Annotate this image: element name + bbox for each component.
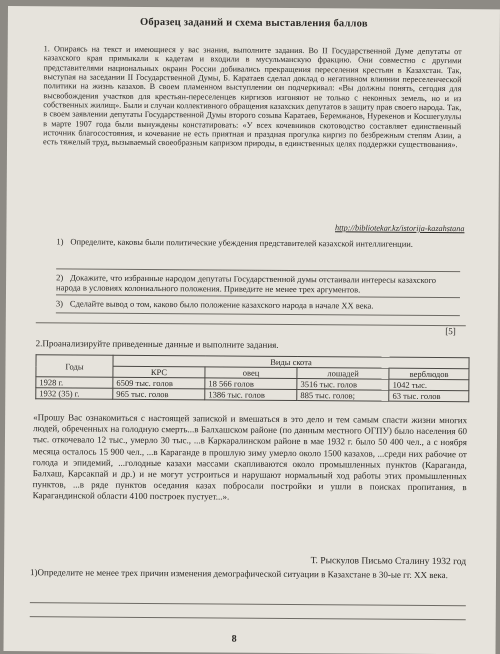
answer-line[interactable]	[30, 602, 466, 606]
table-cell: 1042 тыс.	[389, 379, 469, 391]
table-cell: 885 тыс. голов;	[297, 390, 389, 402]
worksheet-page	[3, 6, 499, 654]
table-cell: 3516 тыс. голов	[297, 379, 389, 391]
task1-text: 1. Опираясь на текст и имеющиеся у вас знания, выполните задания. Во II Государственной Думе депутаты от казахского края примыкали к кадетам и входили в мусульманскую фракцию. Они совместно с другими представителями национальных окраин России добивались прекращения переселения крестьян в Казахстан. Так, выступая на заседании II Государственной Думы, Б. Каратаев сделал доклад о негативном влиянии переселенческой политики на жизнь казахов. В своем пламенном выступлении он подчеркивал: «Вы должны понять, сегодня для высвобождения участков для крестьян-переселенцев киргизов изгоняют не только с неконных земель, но и из собственных жилищ». Были и случаи коллективного обращения казахских депутатов в защиту прав своего народа. Так, в своем заявлении депутаты Государственной Думы второго созыва Каратаев, Беремжанов, Нурекенов и Косшегулулы в марте 1907 года были вынуждены констатировать: «У всех кочевников скотоводство составляет единственный источник благосостояния, и кочевание не есть приятная и праздная прогулка киргиз по безбрежным степям Азии, а есть тяжелый труд, вызываемый своеобразным капризом природы, в единственных целях поддержки существования».	[43, 44, 462, 150]
table-cell: 1932 (35) г.	[36, 388, 113, 400]
column-header: овец	[205, 367, 297, 379]
page-title: Образец заданий и схема выставления баллов	[140, 16, 368, 30]
livestock-table	[35, 354, 469, 402]
source-link[interactable]: http://bibliotekar.kz/istorija-kazahstana	[335, 223, 465, 234]
question-number: 3)	[55, 298, 64, 309]
task1-question-1	[56, 236, 456, 249]
years-header: Годы	[36, 355, 113, 378]
answer-line[interactable]	[56, 294, 460, 298]
task1-question-2	[56, 272, 456, 295]
answer-line[interactable]	[30, 616, 466, 620]
question-number: 1)	[56, 236, 64, 247]
livestock-group-header: Виды скота	[113, 355, 469, 368]
stalin-letter-quote: «Прошу Вас ознакомиться с настоящей запиской и вмешаться в это дело и тем самым спасти жизни многих людей, обреченных на голодную смерть...в Балхашском районе (по данным местного ОГПУ) было населения 60 тыс. откочевало 12 тыс., умерло 30 тыс., ...в Каркаралинском районе в мае 1932 г. было 50 400 чел., а с ноября месяца осталось 15 900 чел., ...в Караганде в прошлую зиму умерло около 1500 казахов, ...среди них рабочие от голода и эпидемий, ...голодные казахи массами скапливаются около промышленных пунктов (Караганда, Балхаш, Карсакпай и др.) и не могут устроиться и нарушают нормальный ход работы этих промышленных пунктов, ...в ряде пунктов оседания казах побросали постройки и ушли в поисках пропитания, в Карагандинской области 4100 построек пустует...».	[32, 412, 468, 502]
task2-heading: 2.Проанализируйте приведенные данные и выполните задания.	[35, 338, 279, 350]
column-header: КРС	[113, 366, 205, 378]
table-cell: 965 тыс. голов	[113, 388, 205, 400]
table-cell: 18 566 голов	[205, 378, 297, 390]
question-number: 2)	[56, 272, 64, 283]
quote-author: Т. Рыскулов Письмо Сталину 1932 год	[310, 556, 467, 568]
question-text: Докажите, что избранные народом депутаты Государственной думы отстаивали интересы казахского народа в условиях колониального положения. Приведите не менее трех аргументов.	[56, 272, 437, 295]
table-cell: 1928 г.	[36, 377, 113, 389]
task2-question-1: 1)Определите не менее трех причин изменения демографической ситуации в Казахстане в 30-ые гг. XX века.	[30, 567, 448, 581]
task1-question-3	[56, 298, 456, 311]
answer-line[interactable]	[56, 312, 460, 316]
question-text: Определите, каковы были политические убеждения представителей казахской интеллигенции.	[70, 236, 413, 249]
answer-line[interactable]	[56, 268, 460, 272]
answer-line[interactable]	[36, 322, 466, 326]
table-row	[36, 388, 469, 402]
column-header: лошадей	[297, 368, 389, 380]
score-mark: [5]	[445, 326, 456, 337]
table-cell: 63 тыс. голов	[389, 390, 469, 402]
question-text: Сделайте вывод о том, каково было положение казахского народа в начале XX века.	[69, 298, 374, 311]
page-number: 8	[231, 633, 237, 645]
column-header: верблюдов	[389, 368, 469, 380]
table-cell: 6509 тыс. голов	[113, 377, 205, 389]
table-cell: 1386 тыс. голов	[205, 389, 297, 401]
